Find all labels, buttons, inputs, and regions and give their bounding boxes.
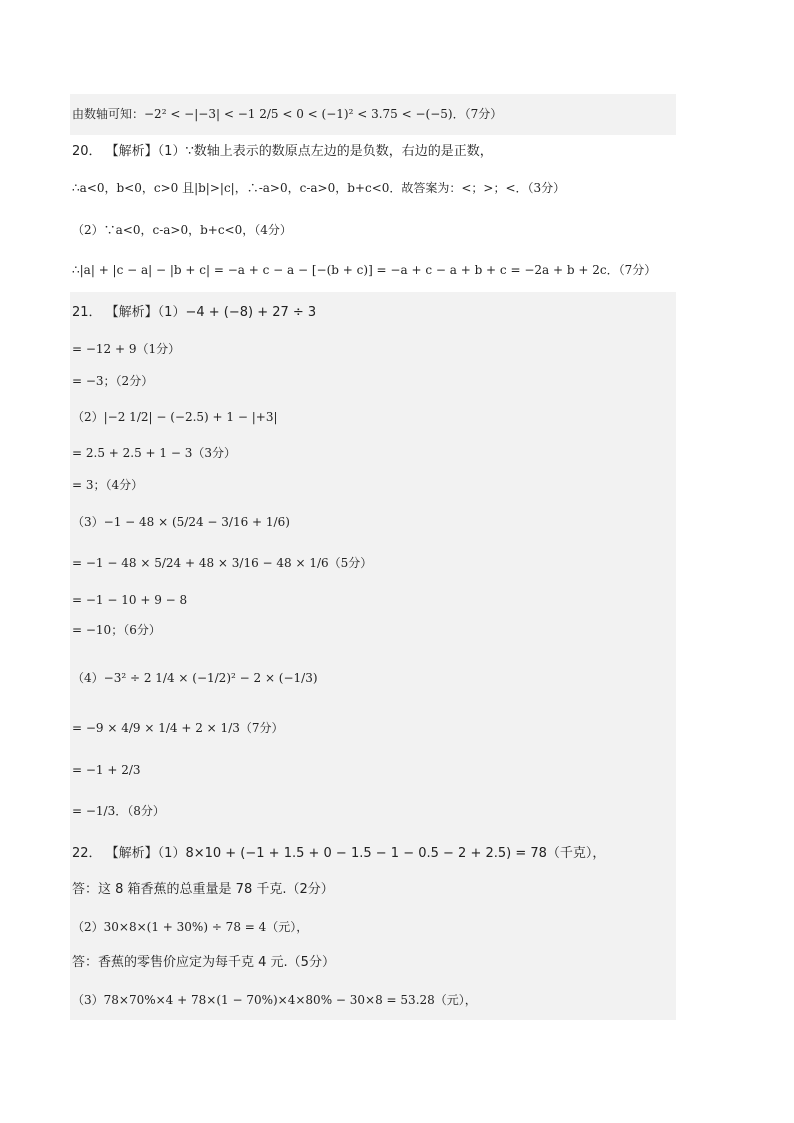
answer-line: 22． 【解析】（1）8×10 + (−1 + 1.5 + 0 − 1.5 − 1 − 0.5 − 2 + 2.5) = 78（千克）， (72, 846, 606, 861)
answer-line: （3）78×70%×4 + 78×(1 − 70%)×4×80% − 30×8 = 53.28（元）， (72, 993, 477, 1007)
shaded-block-2 (70, 292, 676, 1020)
answer-line: （4）−3² ÷ 2 1/4 × (−1/2)² − 2 × (−1/3) (72, 671, 318, 685)
answer-line: = −1 − 10 + 9 − 8 (72, 593, 188, 607)
answer-line: = −3；（2分） (72, 374, 154, 388)
answer-line: （2）30×8×(1 + 30%) ÷ 78 = 4（元）， (72, 920, 309, 934)
answer-line: 答：香蕉的零售价应定为每千克 4 元.（5分） (72, 955, 335, 970)
answer-line: = −9 × 4/9 × 1/4 + 2 × 1/3（7分） (72, 721, 284, 735)
answer-line: （2）|−2 1/2| − (−2.5) + 1 − |+3| (72, 410, 278, 424)
answer-line: 答：这 8 箱香蕉的总重量是 78 千克.（2分） (72, 882, 334, 897)
answer-line: = −1/3．（8分） (72, 804, 165, 818)
answer-line: （2）∵a<0，c-a>0，b+c<0，（4分） (72, 223, 292, 237)
answer-line: = 3；（4分） (72, 478, 144, 492)
answer-line: ∴|a| + |c − a| − |b + c| = −a + c − a − [−(b + c)] = −a + c − a + b + c = −2a + b + 2c．（7分） (72, 263, 657, 277)
answer-line: （3）−1 − 48 × (5/24 − 3/16 + 1/6) (72, 515, 290, 529)
answer-line: = −1 + 2/3 (72, 763, 141, 777)
answer-line: = −10；（6分） (72, 623, 161, 637)
answer-line: = −12 + 9（1分） (72, 342, 181, 356)
answer-line: 由数轴可知：−2² < −|−3| < −1 2/5 < 0 < (−1)² < 3.75 < −(−5)．（7分） (72, 107, 503, 121)
answer-line: 21． 【解析】（1）−4 + (−8) + 27 ÷ 3 (72, 305, 317, 320)
answer-line: = −1 − 48 × 5/24 + 48 × 3/16 − 48 × 1/6（5分） (72, 556, 373, 570)
answer-line: 20． 【解析】（1）∵数轴上表示的数原点左边的是负数，右边的是正数， (72, 144, 493, 159)
answer-line: ∴a<0，b<0，c>0 且|b|>|c|，∴-a>0，c-a>0，b+c<0．故答案为：<；>；<．（3分） (72, 181, 566, 195)
answer-line: = 2.5 + 2.5 + 1 − 3（3分） (72, 446, 236, 460)
